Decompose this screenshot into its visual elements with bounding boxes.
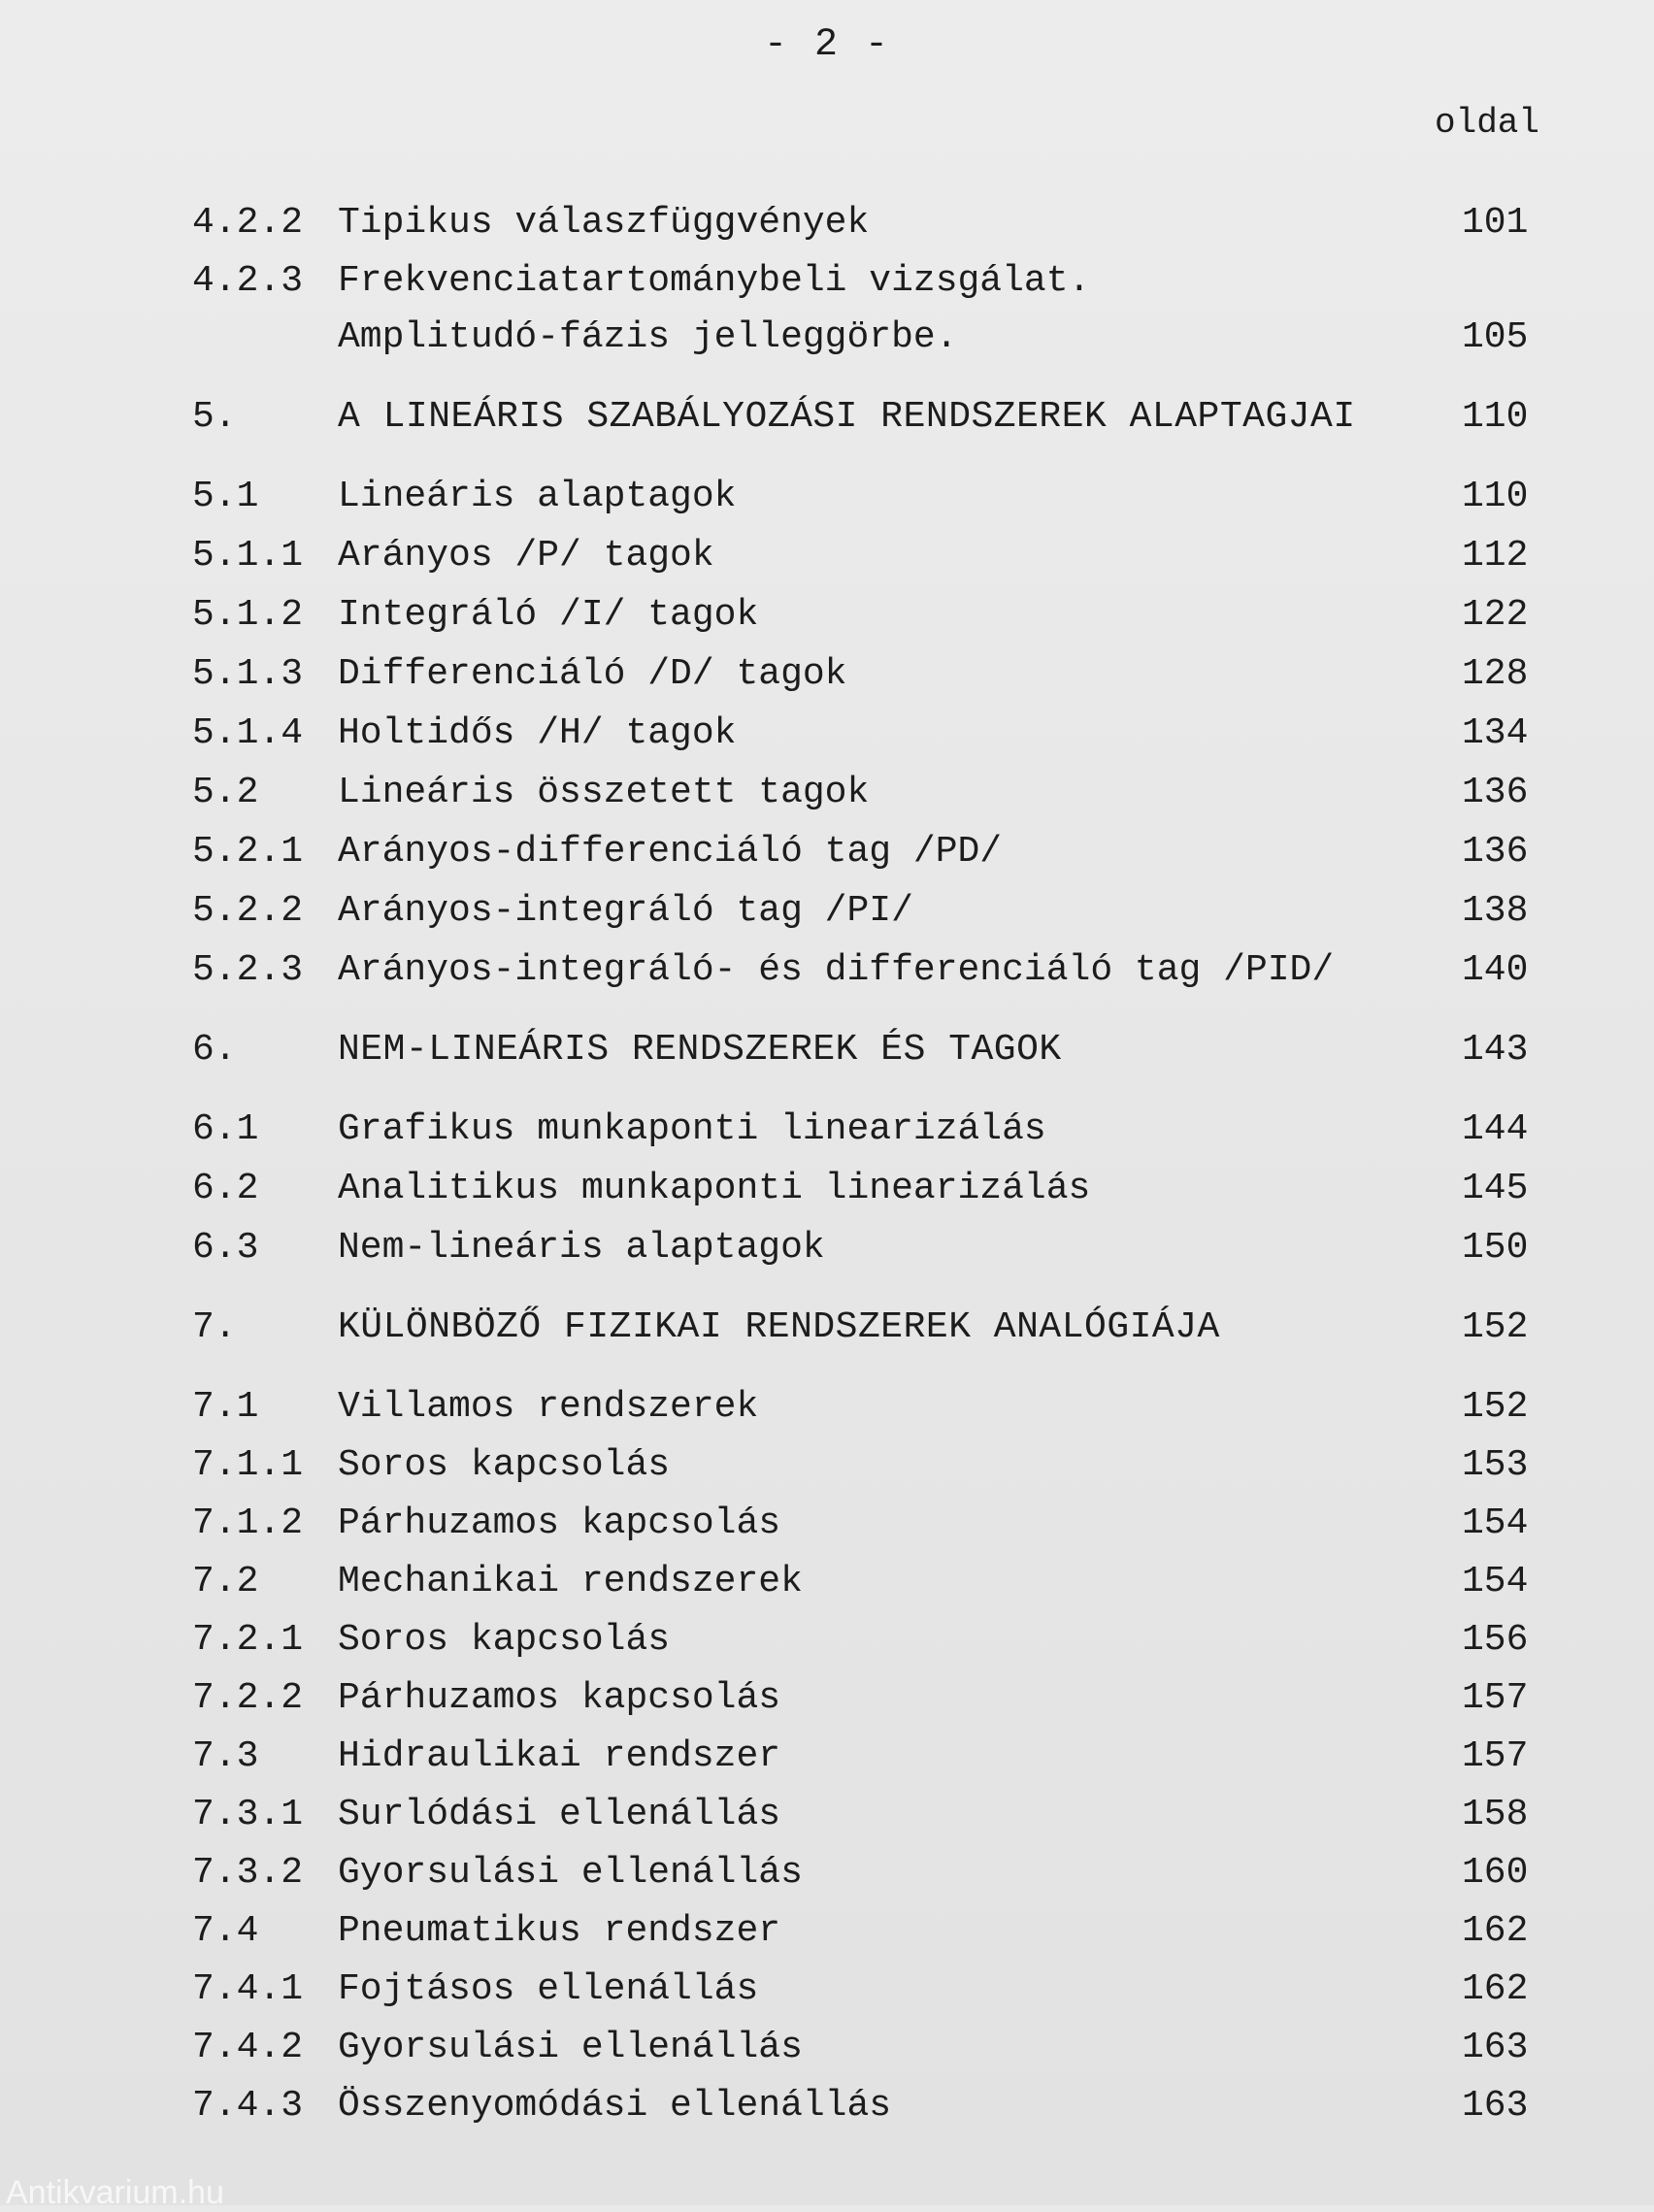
toc-number: 6.3 — [192, 1227, 259, 1269]
toc-number: 7.2.2 — [192, 1677, 304, 1719]
toc-page: 157 — [1462, 1735, 1529, 1777]
toc-title: Pneumatikus rendszer — [338, 1910, 781, 1952]
toc-entry — [0, 949, 1654, 1007]
toc-entry — [0, 1561, 1654, 1619]
toc-chapter — [0, 1029, 1654, 1087]
toc-entry — [0, 2085, 1654, 2143]
toc-number: 5.1.4 — [192, 712, 304, 754]
toc-page: 128 — [1462, 653, 1529, 695]
toc-number: 7.1.2 — [192, 1502, 304, 1544]
toc-page: 101 — [1462, 202, 1529, 244]
toc-entry — [0, 772, 1654, 830]
toc-number: 6.2 — [192, 1168, 259, 1209]
toc-title: Gyorsulási ellenállás — [338, 2027, 803, 2068]
toc-entry — [0, 1735, 1654, 1794]
toc-title: Arányos-integráló- és differenciáló tag /PID/ — [338, 949, 1335, 991]
toc-entry — [0, 831, 1654, 889]
toc-title-continued: Amplitudó-fázis jelleggörbe. — [338, 316, 958, 358]
toc-number: 7.4.2 — [192, 2027, 304, 2068]
toc-entry — [0, 712, 1654, 771]
page-column-label: oldal — [1435, 103, 1540, 143]
toc-number: 7.3.2 — [192, 1852, 304, 1894]
toc-number: 7.4.3 — [192, 2085, 304, 2127]
toc-entry — [0, 890, 1654, 948]
toc-number: 5.1.2 — [192, 594, 304, 636]
toc-page: 160 — [1462, 1852, 1529, 1894]
toc-number: 6.1 — [192, 1108, 259, 1150]
toc-number: 7. — [192, 1306, 237, 1348]
toc-number: 5.2.3 — [192, 949, 304, 991]
toc-number: 7.1.1 — [192, 1444, 304, 1486]
toc-title: Fojtásos ellenállás — [338, 1968, 759, 2010]
toc-entry — [0, 2027, 1654, 2085]
toc-number: 7.2.1 — [192, 1619, 304, 1661]
toc-title: Frekvenciatartománybeli vizsgálat. — [338, 260, 1091, 302]
toc-page: 154 — [1462, 1502, 1529, 1544]
toc-number: 7.4.1 — [192, 1968, 304, 2010]
toc-number: 6. — [192, 1029, 237, 1071]
toc-title: Arányos /P/ tagok — [338, 535, 714, 577]
watermark: Antikvarium.hu — [6, 2174, 224, 2211]
toc-number: 5.1 — [192, 476, 259, 517]
toc-number: 5.1.1 — [192, 535, 304, 577]
toc-page: 163 — [1462, 2027, 1529, 2068]
toc-number: 4.2.3 — [192, 260, 304, 302]
toc-entry — [0, 1227, 1654, 1285]
toc-entry — [0, 260, 1654, 358]
toc-page: 138 — [1462, 890, 1529, 932]
toc-page: 156 — [1462, 1619, 1529, 1661]
toc-number: 7.3 — [192, 1735, 259, 1777]
toc-title: Differenciáló /D/ tagok — [338, 653, 847, 695]
toc-entry — [0, 1910, 1654, 1968]
toc-entry — [0, 653, 1654, 711]
toc-number: 5.2.2 — [192, 890, 304, 932]
toc-number: 7.2 — [192, 1561, 259, 1602]
toc-entry — [0, 1168, 1654, 1226]
toc-page: 153 — [1462, 1444, 1529, 1486]
toc-title: Arányos-differenciáló tag /PD/ — [338, 831, 1003, 873]
toc-title: Grafikus munkaponti linearizálás — [338, 1108, 1046, 1150]
toc-title: Soros kapcsolás — [338, 1444, 671, 1486]
toc-entry — [0, 476, 1654, 534]
toc-title: Lineáris összetett tagok — [338, 772, 870, 813]
toc-page: 105 — [1462, 316, 1529, 358]
toc-entry — [0, 1794, 1654, 1852]
toc-title: NEM-LINEÁRIS RENDSZEREK ÉS TAGOK — [338, 1029, 1062, 1071]
toc-page: 158 — [1462, 1794, 1529, 1835]
toc-number: 4.2.2 — [192, 202, 304, 244]
toc-entry — [0, 1677, 1654, 1735]
toc-page: 150 — [1462, 1227, 1529, 1269]
toc-chapter — [0, 1306, 1654, 1365]
toc-page: 140 — [1462, 949, 1529, 991]
toc-title: Tipikus válaszfüggvények — [338, 202, 870, 244]
toc-entry — [0, 1108, 1654, 1167]
toc-page: 112 — [1462, 535, 1529, 577]
toc-entry — [0, 202, 1654, 260]
toc-page: 136 — [1462, 772, 1529, 813]
toc-page: 136 — [1462, 831, 1529, 873]
toc-title: Hidraulikai rendszer — [338, 1735, 781, 1777]
toc-title: Integráló /I/ tagok — [338, 594, 759, 636]
toc-number: 7.4 — [192, 1910, 259, 1952]
toc-page: 163 — [1462, 2085, 1529, 2127]
toc-entry — [0, 1502, 1654, 1561]
toc-entry — [0, 1444, 1654, 1502]
toc-entry — [0, 1852, 1654, 1910]
toc-entry — [0, 1619, 1654, 1677]
toc-page: 145 — [1462, 1168, 1529, 1209]
toc-title: Lineáris alaptagok — [338, 476, 737, 517]
toc-title: Holtidős /H/ tagok — [338, 712, 737, 754]
toc-page: 162 — [1462, 1910, 1529, 1952]
toc-page: 152 — [1462, 1386, 1529, 1428]
toc-entry — [0, 1968, 1654, 2027]
toc-number: 7.3.1 — [192, 1794, 304, 1835]
toc-number: 5.2.1 — [192, 831, 304, 873]
toc-page: 110 — [1462, 476, 1529, 517]
toc-page: 154 — [1462, 1561, 1529, 1602]
page-number: - 2 - — [763, 23, 891, 67]
toc-title: Analitikus munkaponti linearizálás — [338, 1168, 1091, 1209]
toc-page: 144 — [1462, 1108, 1529, 1150]
toc-title: A LINEÁRIS SZABÁLYOZÁSI RENDSZEREK ALAPTAGJAI — [338, 396, 1356, 438]
toc-number: 5. — [192, 396, 237, 438]
toc-number: 5.1.3 — [192, 653, 304, 695]
toc-page: 134 — [1462, 712, 1529, 754]
toc-title: KÜLÖNBÖZŐ FIZIKAI RENDSZEREK ANALÓGIÁJA — [338, 1306, 1220, 1348]
toc-title: Arányos-integráló tag /PI/ — [338, 890, 913, 932]
toc-title: Villamos rendszerek — [338, 1386, 759, 1428]
toc-chapter — [0, 396, 1654, 454]
toc-page: 152 — [1462, 1306, 1529, 1348]
toc-number: 7.1 — [192, 1386, 259, 1428]
toc-number: 5.2 — [192, 772, 259, 813]
toc-entry — [0, 1386, 1654, 1444]
toc-page: 143 — [1462, 1029, 1529, 1071]
toc-title: Nem-lineáris alaptagok — [338, 1227, 825, 1269]
toc-page: 110 — [1462, 396, 1529, 438]
toc-title: Mechanikai rendszerek — [338, 1561, 803, 1602]
toc-title: Párhuzamos kapcsolás — [338, 1677, 781, 1719]
toc-title: Párhuzamos kapcsolás — [338, 1502, 781, 1544]
toc-entry — [0, 535, 1654, 593]
toc-entry — [0, 594, 1654, 652]
toc-title: Soros kapcsolás — [338, 1619, 671, 1661]
toc-page: 122 — [1462, 594, 1529, 636]
toc-title: Összenyomódási ellenállás — [338, 2085, 892, 2127]
toc-title: Gyorsulási ellenállás — [338, 1852, 803, 1894]
toc-page: 157 — [1462, 1677, 1529, 1719]
toc-page: 162 — [1462, 1968, 1529, 2010]
toc-title: Surlódási ellenállás — [338, 1794, 781, 1835]
